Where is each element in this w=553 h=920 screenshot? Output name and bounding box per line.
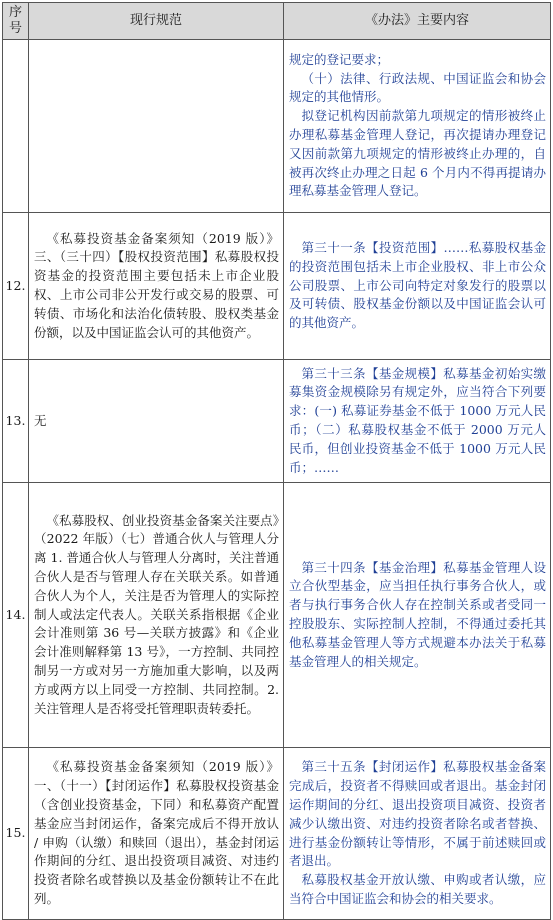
- table-row: [3, 748, 551, 920]
- current-rule-cell: [29, 213, 284, 360]
- table-row: [3, 40, 551, 213]
- header-current: 现行规范: [29, 3, 284, 40]
- paragraph: 拟登记机构因前款第九项规定的情形被终止办理私募基金管理人登记，再次提请办理登记又因前款第九项规定的情形被终止办理的，自被再次终止办理之日起 6 个月内不得再提请办理私募基金管理人登记。: [289, 108, 546, 199]
- header-no: 序 号: [3, 3, 29, 40]
- new-rule-cell: [284, 360, 551, 483]
- paragraph: 《私募投资基金备案须知（2019 版）》一、（十一）【封闭运作】私募股权投资基金（含创业投资基金，下同）和私募资产配置基金应当封闭运作，备案完成后不得开放认 / 申购（认缴）和赎回（退出），基金封闭运作期间的分红、退出投资项目减资、对违约投资者除名或替换以及基金份额转让不在此列。: [34, 759, 279, 906]
- row-number: 15.: [3, 748, 29, 920]
- table-row: [3, 360, 551, 483]
- new-rule-cell: [284, 40, 551, 213]
- current-rule-cell: [29, 748, 284, 920]
- new-rule-cell: [284, 483, 551, 748]
- paragraph: 第三十一条【投资范围】……私募股权基金的投资范围包括未上市企业股权、非上市公众公司股票、上市公司向特定对象发行的股票以及可转债、股权基金份额以及中国证监会认可的其他资产。: [289, 240, 546, 331]
- header-new: 《办法》主要内容: [284, 3, 551, 40]
- paragraph: 第三十五条【封闭运作】私募股权基金备案完成后，投资者不得赎回或者退出。基金封闭运作期间的分红、退出投资项目减资、投资者减少认缴出资、对违约投资者除名或者替换、进行基金份额转让等情形，不属于前述赎回或者退出。: [289, 759, 546, 869]
- paragraph: 规定的登记要求；: [289, 51, 390, 67]
- header-row: [3, 3, 551, 40]
- comparison-table: [2, 2, 551, 920]
- paragraph: 《私募投资基金备案须知（2019 版）》三、（三十四）【股权投资范围】私募股权投资基金的投资范围主要包括未上市企业股权、上市公司非公开发行或交易的股票、可转债、市场化和法治化债转股、股权类基金份额，以及中国证监会认可的其他资产。: [34, 230, 279, 340]
- paragraph: 第三十四条【基金治理】私募基金管理人设立合伙型基金，应当担任执行事务合伙人，或者与执行事务合伙人存在控制关系或者受同一控股股东、实际控制人控制，不得通过委托其他私募基金管理人等方式规避本办法关于私募基金管理人的相关规定。: [289, 559, 546, 669]
- paragraph: 私募股权基金开放认缴、申购或者认缴，应当符合中国证监会和协会的相关要求。: [289, 872, 546, 906]
- row-number: 13.: [3, 360, 29, 483]
- paragraph: 《私募股权、创业投资基金备案关注要点》（2022 年版）（七）普通合伙人与管理人分离 1. 普通合伙人与管理人分离时，关注普通合伙人是否与管理人存在关联关系。如普通合伙人为个人，关注是否为管理人的实际控制人或法定代表人。关联关系指根据《企业会计准则第 36 号—关联方披露》和《企业会计准则解释第 13 号》，一方控制、共同控制另一方或对另一方施加重大影响，以及两方或两方以上同受一方控制、共同控制。2. 关注管理人是否将受托管理职责转委托。: [34, 512, 279, 716]
- paragraph: 无: [34, 412, 47, 428]
- new-rule-cell: [284, 748, 551, 920]
- table-row: [3, 483, 551, 748]
- new-rule-cell: [284, 213, 551, 360]
- paragraph: 第三十三条【基金规模】私募基金初始实缴募集资金规模除另有规定外，应当符合下列要求：(一) 私募证券基金不低于 1000 万元人民币；（二）私募股权基金不低于 2000 万元人民币，但创业投资基金不低于 1000 万元人民币；……: [289, 365, 546, 475]
- paragraph: （十）法律、行政法规、中国证监会和协会规定的其他情形。: [289, 70, 546, 105]
- current-rule-cell: [29, 360, 284, 483]
- row-number: [3, 40, 29, 213]
- current-rule-cell: [29, 40, 284, 213]
- row-number: 14.: [3, 483, 29, 748]
- current-rule-cell: [29, 483, 284, 748]
- row-number: 12.: [3, 213, 29, 360]
- table-row: [3, 213, 551, 360]
